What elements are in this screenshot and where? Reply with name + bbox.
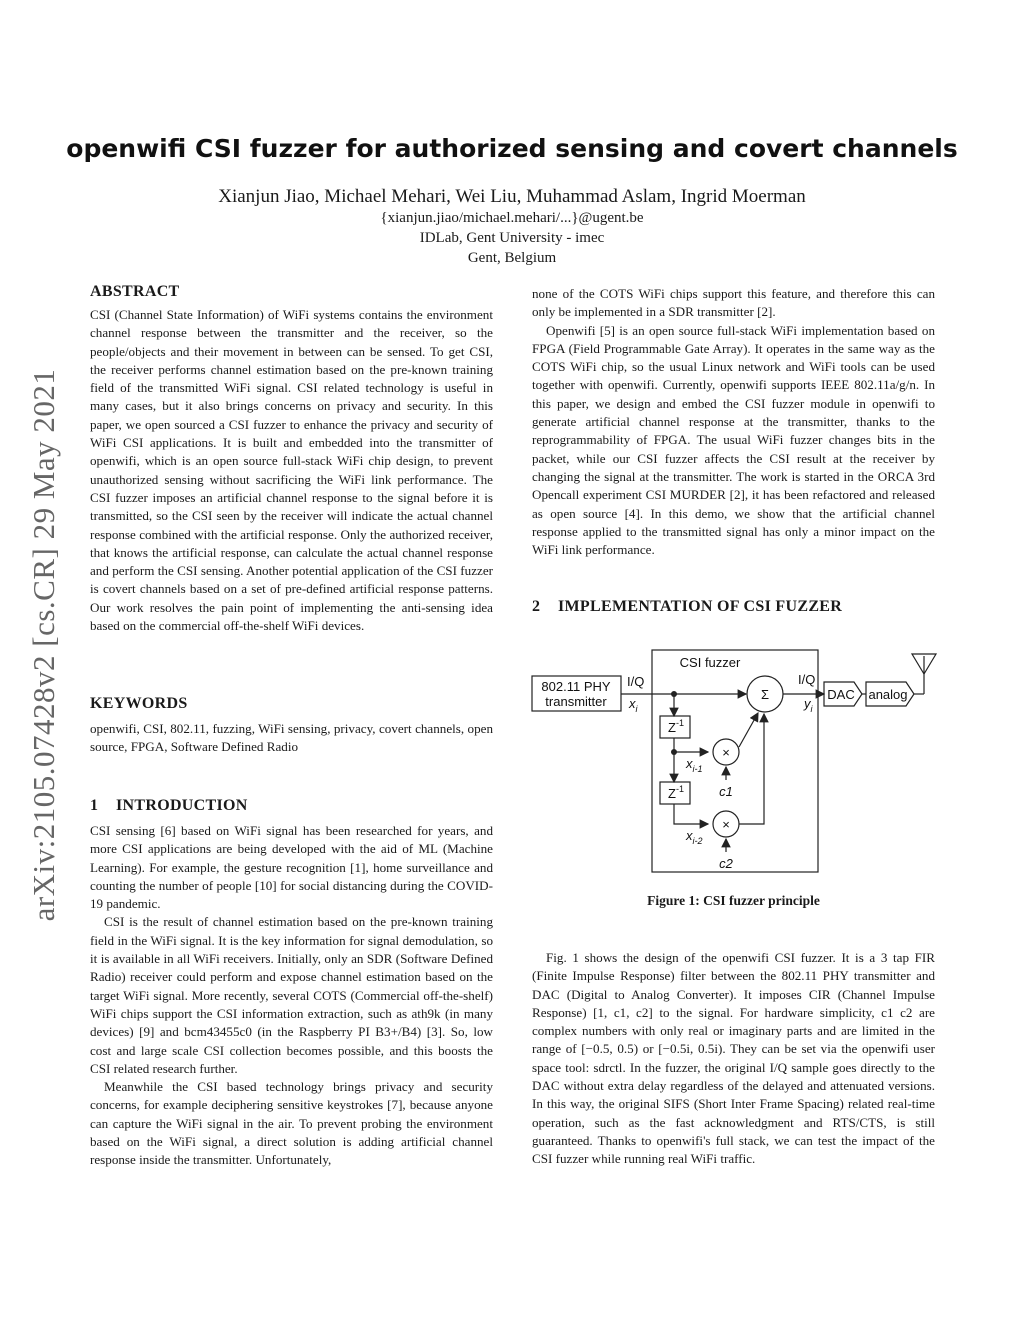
xi-subscript: i (635, 704, 638, 714)
intro-title: INTRODUCTION (116, 797, 248, 814)
mult2-to-sum (739, 714, 764, 824)
c1-label: c1 (719, 784, 733, 799)
author-location: Gent, Belgium (467, 250, 557, 266)
intro-heading (90, 797, 248, 815)
intro-paragraph-3: Meanwhile the CSI based technology brings privacy and security concerns, for example deciphering sensitive keystrokes [7], because anyone can capture the WiFi signal in the air. To prevent probing the environment based on the WiFi signal, a direct solution is adding artificial channel response inside the transmitter. Unfortunately, (90, 1079, 493, 1168)
implementation-body (532, 949, 935, 1169)
arxiv-identifier: arXiv:2105.07428v2 [cs.CR] 29 May 2021 (26, 368, 61, 922)
iq-output-label: I/Q (798, 672, 816, 687)
xi2-to-mult2 (674, 804, 708, 824)
yi-subscript: i (810, 704, 813, 714)
phy-label-line1: 802.11 PHY (541, 679, 611, 694)
implementation-number: 2 (532, 598, 541, 615)
implementation-heading (532, 598, 842, 616)
xi-symbol: x (629, 696, 636, 711)
delay1-superscript: -1 (675, 718, 684, 728)
figure-caption: Figure 1: CSI fuzzer principle (647, 893, 820, 908)
delay1-symbol: Z (668, 720, 676, 735)
figure-csi-fuzzer (528, 640, 938, 880)
abstract-heading: ABSTRACT (90, 283, 180, 300)
abstract-text: CSI (Channel State Information) of WiFi systems contains the environment channel response between the transmitter and the receiver, so the people/objects and their movement in between can be sensed. To get CSI, the receiver performs channel estimation based on the pre-known training field of the transmitted WiFi signal. CSI related technology is useful in many cases, but it also brings concerns on privacy and security. In this paper, we open sourced a CSI fuzzer to enhance the privacy and security of WiFi CSI applications. It is built and embedded into the transmitter of openwifi, which is an open source full-stack WiFi chip design, to prevent unauthorized sensing without sacrificing the WiFi link performance. The CSI fuzzer imposes an artificial channel response to the signal before it is transmitted, so the CSI seen by the receiver will indicate the actual channel response combined with the artificial response. Only the authorized receiver, that knows the artificial response, can calculate the actual channel response and perform the CSI sensing. Another potential application of the CSI fuzzer is covert channels based on a set of pre-defined artificial response patterns. Our work resolves the pain point of implementing the anti-sensing idea based on the commercial off-the-shelf WiFi devices. (90, 307, 493, 634)
mult1-to-sum (739, 713, 758, 747)
abstract-body (90, 306, 493, 635)
intro-body (90, 822, 493, 1170)
author-list: Xianjun Jiao, Michael Mehari, Wei Liu, Muhammad Aslam, Ingrid Moerman (218, 186, 806, 207)
delay2-symbol: Z (668, 786, 676, 801)
intro-paragraph-1: CSI sensing [6] based on WiFi signal has been researched for years, and more CSI applications are being developed with the aid of ML (Machine Learning). For example, the gesture recognition [1], home surveillance and counting the number of people [10] for social distancing during the COVID-19 pandemic. (90, 823, 493, 912)
yi-symbol: y (804, 696, 811, 711)
dac-label: DAC (827, 687, 855, 702)
c2-label: c2 (719, 856, 733, 871)
right-column-body (532, 285, 935, 559)
keywords-body (90, 720, 493, 757)
intro-number: 1 (90, 797, 99, 814)
xi2-symbol: x (686, 828, 693, 843)
yi-label (803, 696, 814, 714)
xi1-symbol: x (686, 756, 693, 771)
xi1-label (685, 756, 703, 774)
right-paragraph-2: Openwifi [5] is an open source full-stack WiFi implementation based on FPGA (Field Programmable Gate Array). It operates in the same way as the COTS WiFi chip, so the usual Linux network and WiFi tools can be used together with openwifi. Currently, openwifi supports IEEE 802.11a/g/n. In this paper, we design and embed the CSI fuzzer module in openwifi to generate artificial channel response at the transmitter, thanks to the reprogrammability of FPGA. The usual WiFi fuzzer changes bits in the packet, while our CSI fuzzer affects the CSI result at the receiver by changing the signal at the transmitter. The work is started in the ORCA 3rd Opencall experiment CSI MURDER [2], it has been refactored and released as open source [4]. In this demo, we show that the artificial channel response applied to the transmitted signal has only a minor impact on the WiFi link performance. (532, 322, 935, 558)
phy-label-line2: transmitter (545, 694, 607, 709)
keywords-text: openwifi, CSI, 802.11, fuzzing, WiFi sensing, privacy, covert channels, open source, FPGA, Software Defined Radio (90, 721, 493, 755)
delay2-superscript: -1 (675, 784, 684, 794)
multiplier-2-symbol: × (722, 817, 730, 832)
analog-label: analog (868, 687, 908, 702)
xi2-label (685, 828, 703, 846)
implementation-title: IMPLEMENTATION OF CSI FUZZER (558, 598, 843, 615)
author-email: {xianjun.jiao/michael.mehari/...}@ugent.be (380, 210, 644, 226)
author-institution: IDLab, Gent University - imec (419, 230, 605, 246)
keywords-heading: KEYWORDS (90, 695, 188, 712)
paper-title: openwifi CSI fuzzer for authorized sensing and covert channels (66, 134, 958, 163)
csi-fuzzer-title: CSI fuzzer (679, 655, 741, 670)
delay2-label (668, 784, 684, 801)
xi-label (628, 696, 639, 714)
sum-symbol: Σ (760, 687, 770, 702)
iq-input-label: I/Q (627, 674, 645, 689)
xi2-subscript: i-2 (692, 836, 703, 846)
xi1-subscript: i-1 (692, 764, 703, 774)
implementation-paragraph-1: Fig. 1 shows the design of the openwifi CSI fuzzer. It is a 3 tap FIR (Finite Impulse Response) filter between the 802.11 PHY transmitter and DAC (Digital to Analog Converter). It imposes CIR (Channel Impulse Response) [1, c1, c2] to the signal. For hardware simplicity, c1 c2 are complex numbers with only real or imaginary parts and are limited in the range of [−0.5, 0.5) or [−0.5i, 0.5i). They can be set via the openwifi user space tool: sdrctl. In the fuzzer, the original I/Q sample goes directly to the DAC without extra delay regardless of the delayed and attenuated versions. In this way, the original SIFS (Short Inter Frame Spacing) related real-time operation, such as the fast acknowledgment and RTS/CTS, is still guaranteed. Thanks to openwifi's full stack, we can test the impact of the CSI fuzzer while running real WiFi traffic. (532, 950, 935, 1167)
intro-paragraph-2: CSI is the result of channel estimation based on the pre-known training field in the WiFi signal. It is the key information for signal demodulation, so it is available in all WiFi receivers. Initially, only an SDR (Software Defined Radio) receiver could perform and expose channel estimation based on the target WiFi signal. More recently, several COTS (Commercial off-the-shelf) WiFi chips support the CSI information extraction, such as ath9k (in many devices) [9] and bcm43455c0 (in the Raspberry PI B3+/B4) [3]. So, low cost and large scale CSI collection becomes possible, and this boosts the CSI related research further. (90, 914, 493, 1076)
delay1-label (668, 718, 684, 735)
multiplier-1-symbol: × (722, 745, 730, 760)
right-paragraph-1: none of the COTS WiFi chips support this feature, and therefore this can only be implemented in a SDR transmitter [2]. (532, 286, 935, 320)
